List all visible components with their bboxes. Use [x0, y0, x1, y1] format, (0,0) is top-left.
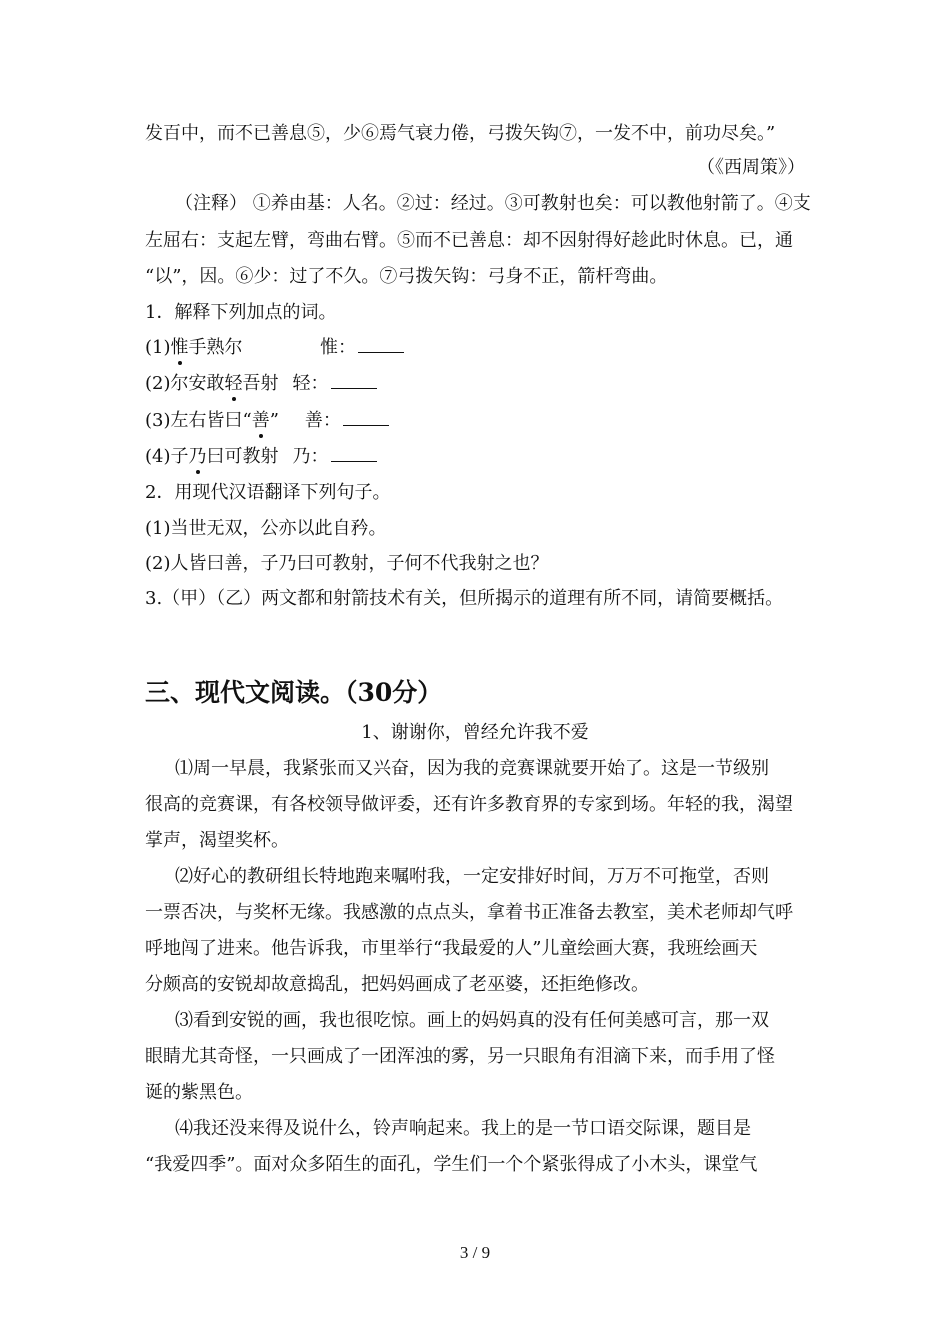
passage-line: 发百中，而不已善息⑤，少⑥焉气衰力倦，弓拨矢钩⑦，一发不中，前功尽矣。” — [145, 123, 776, 144]
answer-blank[interactable] — [331, 445, 377, 462]
q1-item: (4)子乃曰可教射 乃： — [145, 445, 377, 469]
article-line: ⑵好心的教研组长特地跑来嘱咐我，一定安排好时间，万万不可拖堂，否则 — [175, 866, 769, 887]
emphasis-dot-char: 乃 — [188, 446, 207, 467]
answer-label: 善： — [304, 410, 341, 431]
emphasis-dot-char: 善 — [251, 410, 270, 431]
answer-blank[interactable] — [343, 409, 389, 426]
article-line: ⑷我还没来得及说什么，铃声响起来。我上的是一节口语交际课，题目是 — [175, 1118, 751, 1139]
article-line: 诞的紫黑色。 — [145, 1082, 253, 1103]
q2-item: (2)人皆曰善，子乃曰可教射，子何不代我射之也？ — [145, 553, 549, 574]
answer-blank[interactable] — [358, 336, 404, 353]
notes-line: 左屈右：支起左臂，弯曲右臂。⑤而不已善息：却不因射得好趁此时休息。已，通 — [145, 230, 793, 251]
q1-item: (3)左右皆曰“善” 善： — [145, 409, 389, 433]
article-line: 呼地闯了进来。他告诉我，市里举行“我最爱的人”儿童绘画大赛，我班绘画天 — [145, 938, 758, 959]
article-line: “我爱四季”。面对众多陌生的面孔，学生们一个个紧张得成了小木头，课堂气 — [145, 1154, 758, 1175]
article-line: 很高的竞赛课，有各校领导做评委，还有许多教育界的专家到场。年轻的我，渴望 — [145, 794, 793, 815]
answer-label: 轻： — [292, 373, 329, 394]
answer-label: 乃： — [292, 446, 329, 467]
notes-line: “以”，因。⑥少：过了不久。⑦弓拨矢钩：弓身不正，箭杆弯曲。 — [145, 266, 668, 287]
article-line: 掌声，渴望奖杯。 — [145, 830, 289, 851]
question-2-prompt: 2．用现代汉语翻译下列句子。 — [145, 482, 391, 503]
question-3-prompt: 3.（甲）（乙）两文都和射箭技术有关，但所揭示的道理有所不同，请简要概括。 — [145, 588, 784, 609]
notes-line: （注释） ①养由基：人名。②过：经过。③可教射也矣：可以教他射箭了。④支 — [175, 193, 811, 214]
article-line: ⑴周一早晨，我紧张而又兴奋，因为我的竞赛课就要开始了。这是一节级别 — [175, 758, 769, 779]
question-1-prompt: 1．解释下列加点的词。 — [145, 302, 337, 323]
answer-blank[interactable] — [331, 372, 377, 389]
emphasis-dot-char: 轻 — [224, 373, 243, 394]
article-title: 1、谢谢你，曾经允许我不爱 — [361, 722, 589, 743]
passage-source: （《西周策》） — [697, 157, 805, 178]
q1-item: (2)尔安敢轻吾射 轻： — [145, 372, 377, 396]
section-heading: 三、现代文阅读。（30分） — [145, 678, 443, 707]
article-line: 分颇高的安锐却故意捣乱，把妈妈画成了老巫婆，还拒绝修改。 — [145, 974, 649, 995]
article-line: ⑶看到安锐的画，我也很吃惊。画上的妈妈真的没有任何美感可言，那一双 — [175, 1010, 769, 1031]
article-line: 眼睛尤其奇怪，一只画成了一团浑浊的雾，另一只眼角有泪滴下来，而手用了怪 — [145, 1046, 775, 1067]
page-number: 3 / 9 — [459, 1243, 491, 1262]
q1-item: (1)惟手熟尔 惟： — [145, 336, 404, 360]
answer-label: 惟： — [320, 337, 356, 358]
article-line: 一票否决，与奖杯无缘。我感激的点点头，拿着书正准备去教室，美术老师却气呼 — [145, 902, 793, 923]
emphasis-dot-char: 惟 — [170, 337, 189, 358]
q2-item: (1)当世无双，公亦以此自矜。 — [145, 518, 387, 539]
